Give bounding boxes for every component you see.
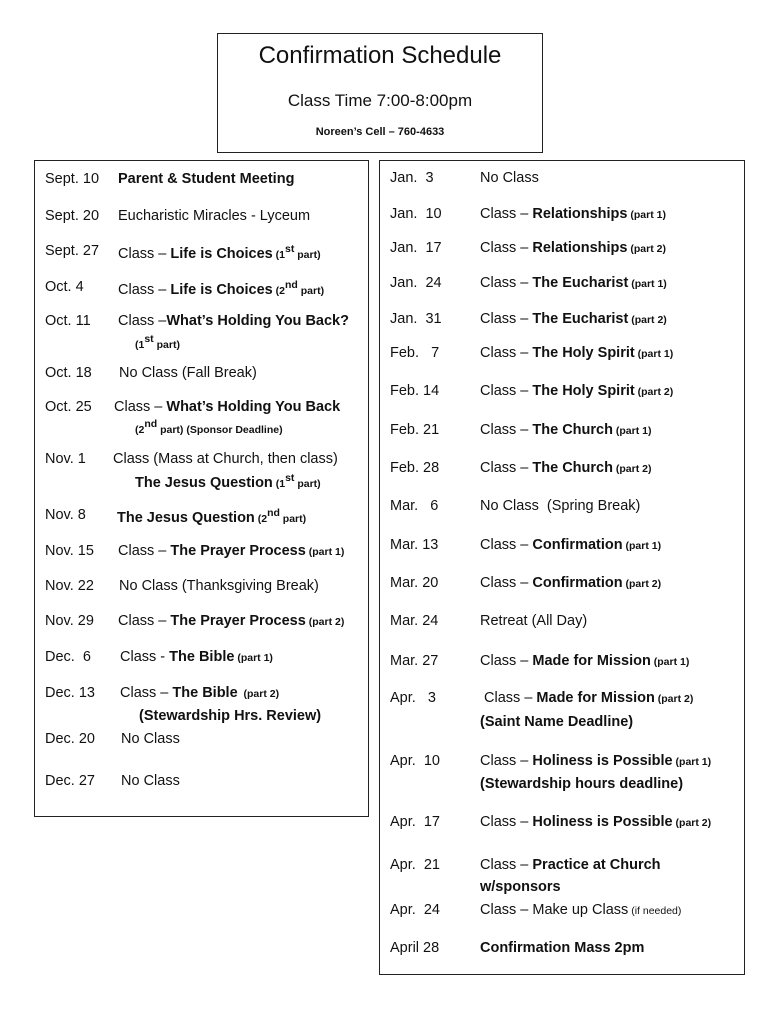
- row-subline: [480, 714, 633, 730]
- row-text: Class –: [480, 690, 537, 706]
- row-part-sup: st: [285, 243, 295, 255]
- row-subline-sup: nd: [144, 418, 158, 430]
- spring-schedule-box: [379, 160, 745, 975]
- row-part: (2: [254, 512, 268, 525]
- row-note: (if needed): [628, 905, 682, 917]
- row-date: Nov. 15: [45, 543, 94, 559]
- row-topic: The Eucharist: [532, 275, 629, 291]
- row-text: Class –: [480, 575, 533, 591]
- row-description: [480, 940, 644, 956]
- row-part: (part 1): [628, 278, 667, 290]
- row-date: Jan. 31: [390, 311, 442, 327]
- row-description: [118, 208, 310, 224]
- row-date: Mar. 27: [390, 653, 439, 669]
- row-date: Oct. 11: [45, 313, 91, 329]
- row-topic: Relationships: [532, 240, 628, 256]
- row-text: No Class (Spring Break): [480, 498, 641, 514]
- row-date: Oct. 25: [45, 399, 92, 415]
- row-description: [117, 507, 306, 526]
- row-part-end: part): [279, 512, 307, 525]
- row-description: [119, 578, 319, 594]
- row-date: Apr. 24: [390, 902, 440, 918]
- row-topic: The Prayer Process: [170, 613, 306, 629]
- fall-schedule-box: [34, 160, 369, 817]
- row-description: [118, 171, 294, 187]
- row-text: Class –: [480, 345, 533, 361]
- row-date: Nov. 8: [45, 507, 86, 523]
- row-topic: The Eucharist: [532, 311, 629, 327]
- row-text: Class –: [480, 753, 533, 769]
- row-topic: Parent & Student Meeting: [118, 171, 295, 187]
- row-topic: The Holy Spirit: [532, 345, 635, 361]
- class-time: Class Time 7:00-8:00pm: [287, 91, 473, 110]
- row-subline: [135, 418, 283, 437]
- row-date: Dec. 27: [45, 773, 95, 789]
- row-topic: The Holy Spirit: [532, 383, 635, 399]
- row-date: Mar. 13: [390, 537, 439, 553]
- row-date: Sept. 10: [45, 171, 100, 187]
- row-text: Class –: [480, 311, 533, 327]
- row-subline: [135, 472, 321, 491]
- row-subline-sup: st: [144, 333, 154, 345]
- row-subline: [139, 708, 321, 724]
- row-subline: [480, 879, 561, 895]
- row-text: No Class: [121, 731, 180, 747]
- row-subline: [135, 333, 180, 352]
- row-description: [480, 498, 640, 514]
- row-text: Class –: [480, 460, 533, 476]
- row-description: [480, 206, 666, 222]
- row-part: (part 2): [654, 693, 694, 705]
- row-text: Class –: [480, 383, 533, 399]
- row-date: Mar. 24: [390, 613, 439, 629]
- row-text: No Class: [121, 773, 180, 789]
- row-text: Class –: [118, 543, 171, 559]
- row-subline-sup: st: [285, 472, 295, 484]
- row-text: Class –: [118, 281, 171, 298]
- row-text: No Class (Fall Break): [119, 365, 257, 381]
- row-text: Class –: [480, 422, 533, 438]
- row-part: (part 2): [305, 616, 345, 628]
- row-date: Sept. 20: [45, 208, 100, 224]
- row-description: [118, 543, 344, 559]
- row-date: Nov. 29: [45, 613, 94, 629]
- row-part-sup: nd: [267, 507, 280, 519]
- row-subline-topic: The Jesus Question: [135, 474, 273, 491]
- row-date: Nov. 22: [45, 578, 94, 594]
- row-topic: The Prayer Process: [170, 543, 306, 559]
- row-text: Class –: [480, 653, 533, 669]
- row-date: Apr. 17: [390, 814, 440, 830]
- row-topic: Life is Choices: [170, 245, 273, 262]
- row-date: Jan. 17: [390, 240, 442, 256]
- row-part: (part 1): [612, 425, 652, 437]
- row-date: Oct. 18: [45, 365, 92, 381]
- row-text: Class –: [480, 275, 533, 291]
- contact-info: Noreen’s Cell – 760-4633: [315, 126, 445, 138]
- row-topic: Made for Mission: [532, 653, 651, 669]
- row-description: [118, 243, 321, 262]
- row-date: Feb. 7: [390, 345, 440, 361]
- row-part: (part 1): [650, 656, 690, 668]
- row-description: [480, 422, 651, 438]
- row-date: Jan. 10: [390, 206, 442, 222]
- row-text: Class –: [480, 206, 533, 222]
- row-text: Class –: [118, 313, 167, 329]
- row-topic: The Bible: [169, 649, 235, 665]
- row-part: (part 1): [622, 540, 662, 552]
- row-subline-end: part): [153, 338, 180, 351]
- row-topic: Confirmation: [532, 537, 623, 553]
- row-date: Jan. 24: [390, 275, 442, 291]
- row-description: [480, 814, 711, 830]
- row-date: Apr. 3: [390, 690, 436, 706]
- row-topic: Life is Choices: [170, 281, 273, 298]
- row-part: (part 2): [612, 463, 652, 475]
- row-description: [480, 902, 681, 918]
- row-part: (2: [272, 284, 285, 297]
- row-part-end: part): [297, 284, 325, 297]
- row-topic: The Church: [532, 460, 613, 476]
- row-topic: What’s Holding You Back: [166, 399, 341, 415]
- row-description: [118, 279, 324, 298]
- row-text: No Class (Thanksgiving Break): [119, 578, 319, 594]
- row-description: [480, 170, 539, 186]
- row-description: [121, 731, 180, 747]
- row-description: [118, 613, 344, 629]
- row-part: (1: [272, 248, 285, 261]
- row-text: Class –: [480, 814, 533, 830]
- row-description: [480, 460, 651, 476]
- row-date: Mar. 20: [390, 575, 439, 591]
- row-subline-topic: (Stewardship Hrs. Review): [139, 708, 322, 724]
- row-date: Feb. 28: [390, 460, 440, 476]
- row-text: Class – Make up Class: [480, 902, 629, 918]
- row-text: Class –: [480, 240, 533, 256]
- row-date: Dec. 20: [45, 731, 95, 747]
- row-topic: Confirmation Mass 2pm: [480, 940, 645, 956]
- row-date: Apr. 21: [390, 857, 440, 873]
- row-description: [120, 685, 279, 701]
- row-part: (part 2): [628, 314, 667, 326]
- row-description: [480, 383, 673, 399]
- row-date: Jan. 3: [390, 170, 434, 186]
- row-text: Class -: [120, 649, 170, 665]
- row-part: (part 2): [622, 578, 662, 590]
- row-text: Eucharistic Miracles - Lyceum: [118, 208, 311, 224]
- row-description: [121, 773, 180, 789]
- row-date: Sept. 27: [45, 243, 100, 259]
- row-text: Class –: [480, 857, 533, 873]
- page-title: Confirmation Schedule: [258, 42, 502, 69]
- row-subline-topic: w/sponsors: [480, 879, 561, 895]
- row-description: [113, 451, 338, 467]
- row-description: [480, 690, 693, 706]
- row-description: [480, 613, 587, 629]
- row-description: [480, 857, 661, 873]
- header-box: [217, 33, 543, 153]
- row-topic: Practice at Church: [532, 857, 661, 873]
- row-text: Class (Mass at Church, then class): [113, 451, 338, 467]
- row-part: (part 2): [672, 817, 712, 829]
- row-subline-part: (1: [135, 338, 145, 351]
- row-part: (part 2): [634, 386, 674, 398]
- row-subline-end: part) (Sponsor Deadline): [157, 423, 283, 436]
- row-description: [480, 753, 711, 769]
- row-description: [480, 240, 666, 256]
- row-description: [480, 311, 667, 327]
- row-date: April 28: [390, 940, 440, 956]
- row-part-end: part): [294, 248, 321, 261]
- row-description: [480, 575, 661, 591]
- row-subline-end: part): [294, 477, 321, 490]
- row-description: [480, 275, 667, 291]
- row-description: [119, 365, 257, 381]
- row-text: Retreat (All Day): [480, 613, 588, 629]
- row-topic: The Church: [532, 422, 613, 438]
- row-date: Dec. 13: [45, 685, 95, 701]
- row-description: [480, 653, 689, 669]
- row-part-sup: nd: [285, 279, 298, 291]
- row-text: Class –: [118, 245, 171, 262]
- row-topic: The Jesus Question: [117, 509, 255, 526]
- row-subline-part: (2: [135, 423, 145, 436]
- row-date: Oct. 4: [45, 279, 84, 295]
- row-part: (part 2): [627, 243, 666, 255]
- row-date: Apr. 10: [390, 753, 440, 769]
- row-text: No Class: [480, 170, 539, 186]
- row-topic: The Bible: [172, 685, 238, 701]
- row-part: (part 1): [627, 209, 666, 221]
- row-text: Class –: [480, 537, 533, 553]
- row-part: (part 1): [305, 546, 345, 558]
- row-topic: Relationships: [532, 206, 628, 222]
- row-part: (part 2): [237, 688, 280, 700]
- row-subline-topic: (Saint Name Deadline): [480, 714, 634, 730]
- row-part: (part 1): [672, 756, 712, 768]
- row-subline-part: (1: [272, 477, 286, 490]
- row-text: Class –: [120, 685, 173, 701]
- row-topic: Made for Mission: [536, 690, 655, 706]
- row-text: Class –: [114, 399, 167, 415]
- row-description: [120, 649, 273, 665]
- row-date: Nov. 1: [45, 451, 86, 467]
- row-date: Feb. 21: [390, 422, 440, 438]
- row-description: [114, 399, 340, 415]
- row-topic: What’s Holding You Back?: [166, 313, 349, 329]
- row-description: [118, 313, 349, 329]
- row-text: Class –: [118, 613, 171, 629]
- row-date: Dec. 6: [45, 649, 91, 665]
- row-part: (part 1): [634, 348, 674, 360]
- row-description: [480, 537, 661, 553]
- row-topic: Holiness is Possible: [532, 814, 673, 830]
- row-topic: Holiness is Possible: [532, 753, 673, 769]
- row-subline: [480, 776, 683, 792]
- row-date: Feb. 14: [390, 383, 440, 399]
- row-date: Mar. 6: [390, 498, 439, 514]
- row-topic: Confirmation: [532, 575, 623, 591]
- row-part: (part 1): [234, 652, 273, 664]
- row-description: [480, 345, 673, 361]
- row-subline-topic: (Stewardship hours deadline): [480, 776, 684, 792]
